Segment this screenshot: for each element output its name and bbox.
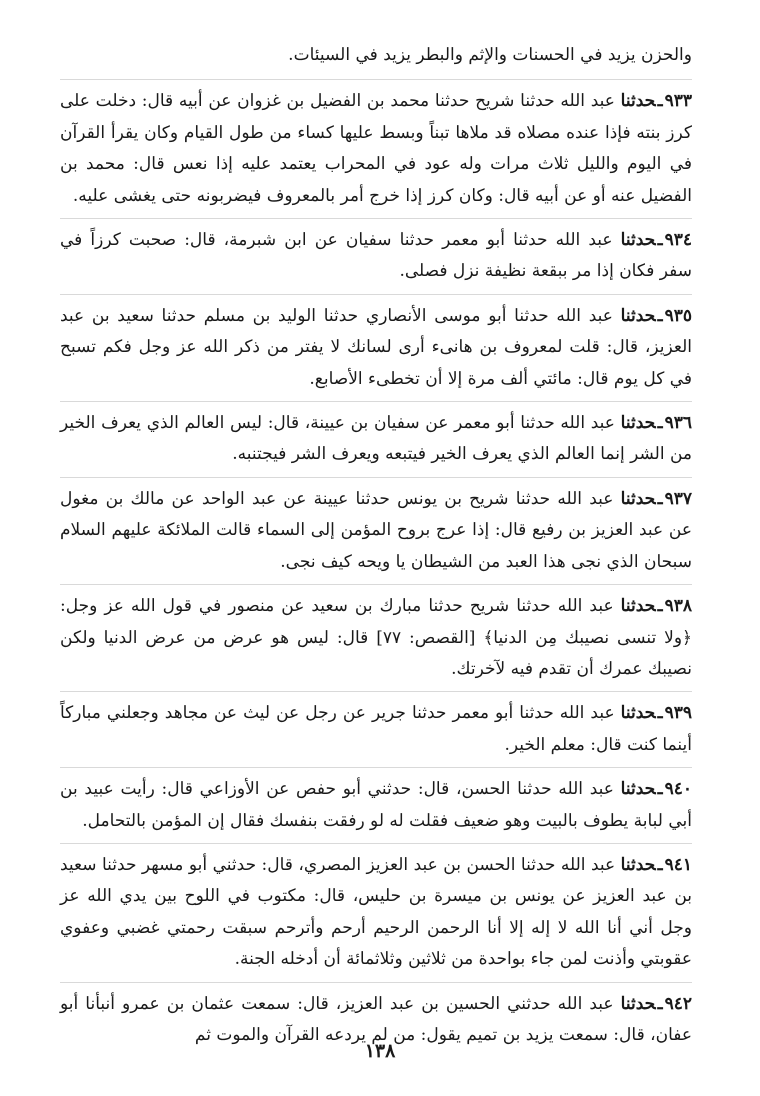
entry-dash: ـ bbox=[657, 779, 663, 800]
hadith-entry-935 bbox=[60, 294, 692, 401]
entry-dash: ـ bbox=[657, 596, 663, 617]
entry-keyword: حدثنا bbox=[620, 779, 656, 800]
entry-keyword: حدثنا bbox=[620, 596, 656, 617]
entry-keyword: حدثنا bbox=[620, 305, 656, 326]
entry-text: عبد الله حدثنا أبو موسى الأنصاري حدثنا الوليد بن مسلم حدثنا سعيد بن عبد العزيز، قال: قلت لمعروف بن هانىء أرى لسانك لا يفتر من ذكر الله عز وجل فكم تسبح في كل يوم قال: مائتي ألف مرة إلا أن تخطىء الأصابع. bbox=[60, 305, 692, 389]
entry-number: ٩٣٨ bbox=[664, 596, 692, 617]
entry-dash: ـ bbox=[657, 488, 663, 509]
hadith-entry-938 bbox=[60, 584, 692, 691]
entry-keyword: حدثنا bbox=[620, 488, 656, 509]
hadith-entry-936 bbox=[60, 401, 692, 477]
hadith-entry-940 bbox=[60, 767, 692, 843]
hadith-entry-939 bbox=[60, 691, 692, 767]
entry-text: عبد الله حدثنا أبو معمر حدثنا سفيان عن ابن شبرمة، قال: صحبت كرزاً في سفر فكان إذا مر ببقعة نظيفة نزل فصلى. bbox=[60, 230, 692, 282]
entry-text: عبد الله حدثنا شريح بن يونس حدثنا عيينة عن عبد الواحد عن مالك بن مغول عن عبد العزيز بن رفيع قال: إذا عرج بروح المؤمن إلى السماء قالت الملائكة عليهم السلام سبحان الذي نجى هذا العبد من الشيطان يا ويحه كيف نجى. bbox=[60, 488, 692, 572]
entry-text: عبد الله حدثنا الحسن، قال: حدثني أبو حفص عن الأوزاعي قال: رأيت عبيد بن أبي لبابة يطوف بالبيت وهو ضعيف فقلت له لو رفقت بنفسك فقال إن المؤمن بالتحامل. bbox=[60, 779, 692, 831]
entry-number: ٩٣٩ bbox=[664, 703, 693, 724]
entry-text: عبد الله حدثنا أبو معمر عن سفيان بن عيينة، قال: ليس العالم الذي يعرف الخير من الشر إنما العالم الذي يعرف الخير فيتبعه ويعرف الشر فيجتنبه. bbox=[60, 413, 692, 465]
entry-text: عبد الله حدثنا أبو معمر حدثنا جرير عن رجل عن ليث عن مجاهد وجعلني مباركاً أينما كنت قال: معلم الخير. bbox=[60, 703, 692, 755]
entry-dash: ـ bbox=[657, 230, 663, 251]
hadith-entry-934 bbox=[60, 218, 692, 294]
entry-number: ٩٣٣ bbox=[664, 91, 692, 112]
entry-number: ٩٤٠ bbox=[664, 779, 692, 800]
page-body bbox=[60, 40, 692, 1057]
entry-text: عبد الله حدثني الحسين بن عبد العزيز، قال: سمعت عثمان بن عمرو أنبأنا أبو عفان، قال: سمعت يزيد بن تميم يقول: من لم يردعه القرآن والموت ثم bbox=[60, 993, 692, 1045]
entry-keyword: حدثنا bbox=[620, 854, 656, 875]
entry-keyword: حدثنا bbox=[620, 993, 656, 1014]
entry-dash: ـ bbox=[657, 413, 663, 434]
entry-dash: ـ bbox=[657, 91, 663, 112]
entry-number: ٩٤١ bbox=[664, 854, 693, 875]
entry-keyword: حدثنا bbox=[620, 413, 656, 434]
page-number: ١٣٨ bbox=[364, 1040, 396, 1062]
entry-dash: ـ bbox=[657, 993, 663, 1014]
entry-keyword: حدثنا bbox=[620, 91, 656, 112]
entry-dash: ـ bbox=[657, 305, 663, 326]
entry-text: عبد الله حدثنا شريح حدثنا محمد بن الفضيل بن غزوان عن أبيه قال: دخلت على كرز بنته فإذا عنده مصلاه قد ملاها تبناً وبسط عليها كساء من طول القيام وكان يقرأ القرآن في اليوم والليل ثلاث مرات وله عود في المحراب يعتمد عليه إذا نعس قال: محمد بن الفضيل عنه أو عن أبيه قال: وكان كرز إذا خرج أمر بالمعروف فيضربونه حتى يغشى عليه. bbox=[60, 91, 692, 206]
entry-dash: ـ bbox=[657, 703, 663, 724]
entry-number: ٩٣٤ bbox=[664, 230, 693, 251]
entry-text: عبد الله حدثنا الحسن بن عبد العزيز المصري، قال: حدثني أبو مسهر حدثنا سعيد بن عبد العزيز عن يونس بن ميسرة بن حليس، قال: مكتوب في اللوح بين يدي الله عز وجل أني أنا الله لا إله إلا أنا الرحمن الرحيم أرحم وأترحم سبقت رحمتي غضبي وعفوي عقوبتي وأذنت لمن جاء بواحدة من ثلاثين وثلاثمائة أن أدخله الجنة. bbox=[60, 854, 692, 970]
entry-text: عبد الله حدثنا شريح حدثنا مبارك بن سعيد عن منصور في قول الله عز وجل: ﴿ولا تنسى نصيبك مِن الدنيا﴾ [القصص: ٧٧] قال: ليس هو عرض من عرض الدنيا ولكن نصيبك عمرك أن تقدم فيه لآخرتك. bbox=[60, 596, 692, 679]
entry-dash: ـ bbox=[657, 854, 663, 875]
hadith-entry-937 bbox=[60, 477, 692, 584]
hadith-entry-941 bbox=[60, 843, 692, 982]
hadith-entry-933 bbox=[60, 79, 692, 218]
opening-line: والحزن يزيد في الحسنات والإثم والبطر يزيد في السيئات. bbox=[288, 45, 692, 65]
entry-number: ٩٣٥ bbox=[664, 305, 693, 326]
entry-number: ٩٣٧ bbox=[664, 488, 692, 509]
entry-keyword: حدثنا bbox=[620, 230, 656, 251]
entry-number: ٩٣٦ bbox=[664, 413, 692, 434]
entry-keyword: حدثنا bbox=[620, 703, 656, 724]
entry-number: ٩٤٢ bbox=[664, 993, 692, 1014]
